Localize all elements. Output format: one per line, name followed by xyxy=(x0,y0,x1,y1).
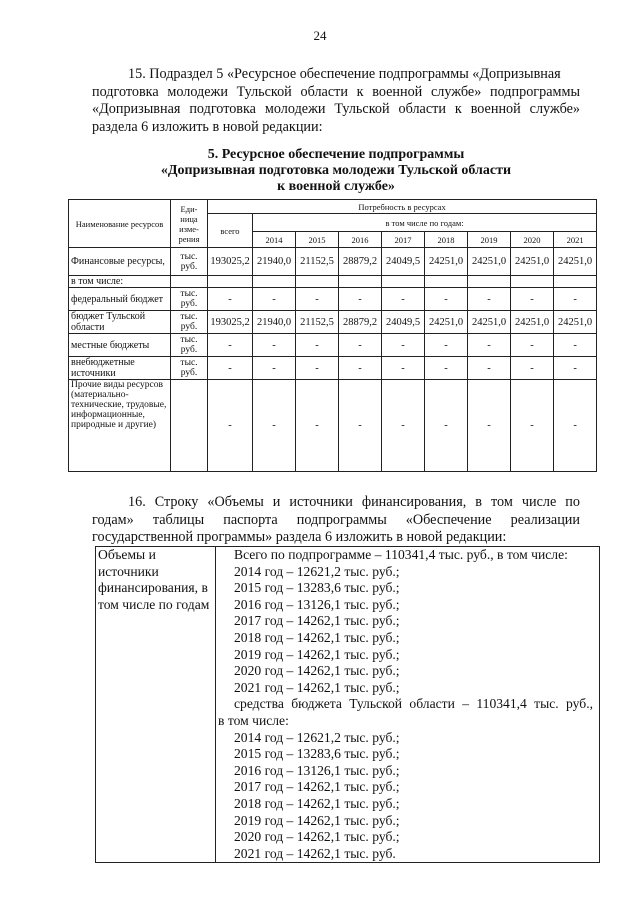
finance-year-line: 2021 год – 14262,1 тыс. руб. xyxy=(234,845,396,861)
finance-label-line: финансирования, в xyxy=(98,580,208,596)
resource-name-cell: бюджет Тульской области xyxy=(69,311,171,334)
paragraph-16-line: годам» таблицы паспорта подпрограммы «Обеспечение реализации xyxy=(92,511,580,528)
unit-cell xyxy=(171,276,208,288)
year-value-cell: - xyxy=(382,380,425,472)
year-value-cell: - xyxy=(511,357,554,380)
year-value-cell xyxy=(339,276,382,288)
year-value-cell: 24251,0 xyxy=(511,248,554,276)
year-value-cell: - xyxy=(425,334,468,357)
finance-year-line: 2017 год – 14262,1 тыс. руб.; xyxy=(234,779,400,795)
year-header: 2021 xyxy=(554,232,597,248)
finance-label-line: том числе по годам xyxy=(98,596,210,612)
year-value-cell xyxy=(468,276,511,288)
finance-regional-line2: в том числе: xyxy=(218,712,289,728)
finance-years-block xyxy=(218,564,597,697)
resource-name-cell: Финансовые ресурсы, xyxy=(69,248,171,276)
resource-table-body xyxy=(69,248,597,472)
year-header: 2015 xyxy=(296,232,339,248)
year-header: 2019 xyxy=(468,232,511,248)
year-value-cell: - xyxy=(468,334,511,357)
finance-label-cell xyxy=(96,547,216,863)
year-value-cell: 24251,0 xyxy=(425,248,468,276)
total-cell: - xyxy=(208,334,253,357)
resource-name-cell: местные бюджеты xyxy=(69,334,171,357)
year-value-cell: 24049,5 xyxy=(382,248,425,276)
resource-table xyxy=(68,199,597,472)
header-by-years: в том числе по годам: xyxy=(253,214,597,232)
section-title-line: к военной службе» xyxy=(277,179,395,194)
finance-year-line: 2016 год – 13126,1 тыс. руб.; xyxy=(234,762,400,778)
finance-values-cell xyxy=(216,547,600,863)
year-value-cell: - xyxy=(554,380,597,472)
year-value-cell: - xyxy=(511,334,554,357)
page-number: 24 xyxy=(313,28,327,43)
resource-row xyxy=(69,311,597,334)
paragraph-16-line xyxy=(92,494,580,512)
section-title xyxy=(92,147,580,195)
year-value-cell: - xyxy=(425,380,468,472)
finance-year-line: 2014 год – 12621,2 тыс. руб.; xyxy=(234,729,400,745)
year-value-cell: 21152,5 xyxy=(296,311,339,334)
year-value-cell: - xyxy=(296,334,339,357)
total-cell: - xyxy=(208,380,253,472)
year-value-cell xyxy=(296,276,339,288)
resource-name-cell: федеральный бюджет xyxy=(69,288,171,311)
finance-year-line: 2018 год – 14262,1 тыс. руб.; xyxy=(234,795,400,811)
paragraph-16-text: 16. Строку «Объемы и источники финансирования, в том числе по xyxy=(128,494,580,510)
resource-row xyxy=(69,357,597,380)
finance-years-block xyxy=(218,730,597,863)
year-value-cell: - xyxy=(339,288,382,311)
finance-year-line: 2015 год – 13283,6 тыс. руб.; xyxy=(234,580,400,596)
year-value-cell: - xyxy=(253,357,296,380)
year-value-cell: - xyxy=(425,288,468,311)
unit-cell: тыс. руб. xyxy=(171,311,208,334)
year-value-cell: 28879,2 xyxy=(339,311,382,334)
year-value-cell: 24251,0 xyxy=(468,248,511,276)
resource-row xyxy=(69,288,597,311)
total-cell: - xyxy=(208,288,253,311)
section-title-line: «Допризывная подготовка молодежи Тульской области xyxy=(160,163,512,178)
year-value-cell: 24251,0 xyxy=(468,311,511,334)
year-value-cell: - xyxy=(253,380,296,472)
finance-regional-line: средства бюджета Тульской области – 110341,4 тыс. руб., xyxy=(234,696,593,712)
finance-year-line: 2017 год – 14262,1 тыс. руб.; xyxy=(234,613,400,629)
year-value-cell: - xyxy=(468,380,511,472)
year-header: 2014 xyxy=(253,232,296,248)
year-value-cell: - xyxy=(425,357,468,380)
year-value-cell: - xyxy=(382,357,425,380)
year-value-cell: 21152,5 xyxy=(296,248,339,276)
year-value-cell: 24049,5 xyxy=(382,311,425,334)
year-value-cell xyxy=(382,276,425,288)
year-header: 2020 xyxy=(511,232,554,248)
unit-cell: тыс. руб. xyxy=(171,248,208,276)
year-value-cell: - xyxy=(554,357,597,380)
finance-year-line: 2018 год – 14262,1 тыс. руб.; xyxy=(234,629,400,645)
unit-cell: тыс. руб. xyxy=(171,357,208,380)
paragraph-16-line: государственной программы» раздела 6 изложить в новой редакции: xyxy=(92,529,507,545)
year-value-cell: - xyxy=(511,380,554,472)
unit-cell xyxy=(171,380,208,472)
year-value-cell: - xyxy=(253,288,296,311)
resource-row xyxy=(69,380,597,472)
paragraph-15 xyxy=(92,66,580,136)
total-cell xyxy=(208,276,253,288)
year-header: 2016 xyxy=(339,232,382,248)
year-value-cell xyxy=(554,276,597,288)
year-value-cell: - xyxy=(511,288,554,311)
finance-year-line: 2019 год – 14262,1 тыс. руб.; xyxy=(234,646,400,662)
year-value-cell: - xyxy=(253,334,296,357)
year-value-cell xyxy=(253,276,296,288)
paragraph-15-text: 15. Подраздел 5 «Ресурсное обеспечение подпрограммы «Допризывная xyxy=(128,66,561,82)
year-value-cell xyxy=(425,276,468,288)
year-value-cell: - xyxy=(382,288,425,311)
header-resource-name: Наименование ресурсов xyxy=(69,200,171,248)
year-value-cell: 28879,2 xyxy=(339,248,382,276)
header-needs: Потребность в ресурсах xyxy=(208,200,597,214)
finance-year-line: 2019 год – 14262,1 тыс. руб.; xyxy=(234,812,400,828)
total-cell: 193025,2 xyxy=(208,311,253,334)
header-total: всего xyxy=(208,214,253,248)
year-value-cell: 21940,0 xyxy=(253,248,296,276)
year-value-cell: - xyxy=(468,357,511,380)
paragraph-16 xyxy=(92,494,580,547)
year-value-cell: - xyxy=(339,380,382,472)
year-value-cell: 21940,0 xyxy=(253,311,296,334)
year-value-cell xyxy=(511,276,554,288)
resource-row xyxy=(69,334,597,357)
paragraph-15-line: раздела 6 изложить в новой редакции: xyxy=(92,118,323,135)
year-value-cell: 24251,0 xyxy=(554,248,597,276)
section-title-line: 5. Ресурсное обеспечение подпрограммы xyxy=(207,147,465,162)
finance-total-line: Всего по подпрограмме – 110341,4 тыс. руб., в том числе: xyxy=(234,547,568,562)
year-value-cell: - xyxy=(554,334,597,357)
year-value-cell: - xyxy=(339,357,382,380)
unit-cell: тыс. руб. xyxy=(171,334,208,357)
total-cell: 193025,2 xyxy=(208,248,253,276)
unit-cell: тыс. руб. xyxy=(171,288,208,311)
finance-year-line: 2015 год – 13283,6 тыс. руб.; xyxy=(234,746,400,762)
resource-name-cell: в том числе: xyxy=(69,276,171,288)
resource-row xyxy=(69,276,597,288)
year-value-cell: 24251,0 xyxy=(511,311,554,334)
year-value-cell: 24251,0 xyxy=(554,311,597,334)
year-value-cell: - xyxy=(554,288,597,311)
total-cell: - xyxy=(208,357,253,380)
finance-year-line: 2014 год – 12621,2 тыс. руб.; xyxy=(234,563,400,579)
year-value-cell: - xyxy=(339,334,382,357)
year-value-cell: - xyxy=(382,334,425,357)
finance-year-line: 2020 год – 14262,1 тыс. руб.; xyxy=(234,829,400,845)
finance-year-line: 2021 год – 14262,1 тыс. руб.; xyxy=(234,679,400,695)
finance-table xyxy=(95,546,600,863)
year-value-cell: - xyxy=(468,288,511,311)
resource-row xyxy=(69,248,597,276)
finance-year-line: 2020 год – 14262,1 тыс. руб.; xyxy=(234,663,400,679)
paragraph-15-line: подготовка молодежи Тульской области к военной службе» подпрограммы xyxy=(92,83,580,100)
year-value-cell: 24251,0 xyxy=(425,311,468,334)
year-header: 2018 xyxy=(425,232,468,248)
year-header: 2017 xyxy=(382,232,425,248)
paragraph-15-line xyxy=(92,66,580,84)
year-value-cell: - xyxy=(296,357,339,380)
finance-year-line: 2016 год – 13126,1 тыс. руб.; xyxy=(234,596,400,612)
resource-name-cell: Прочие виды ресурсов (материально-технические, трудовые, информационные, природные и другие) xyxy=(69,380,171,472)
finance-label-line: источники xyxy=(98,563,159,579)
paragraph-15-line: «Допризывная подготовка молодежи Тульской области к военной службе» xyxy=(92,101,580,117)
finance-label-line: Объемы и xyxy=(98,547,156,562)
year-value-cell: - xyxy=(296,288,339,311)
resource-name-cell: внебюджетные источники xyxy=(69,357,171,380)
header-unit: Еди-ница изме-рения xyxy=(171,200,208,248)
year-value-cell: - xyxy=(296,380,339,472)
